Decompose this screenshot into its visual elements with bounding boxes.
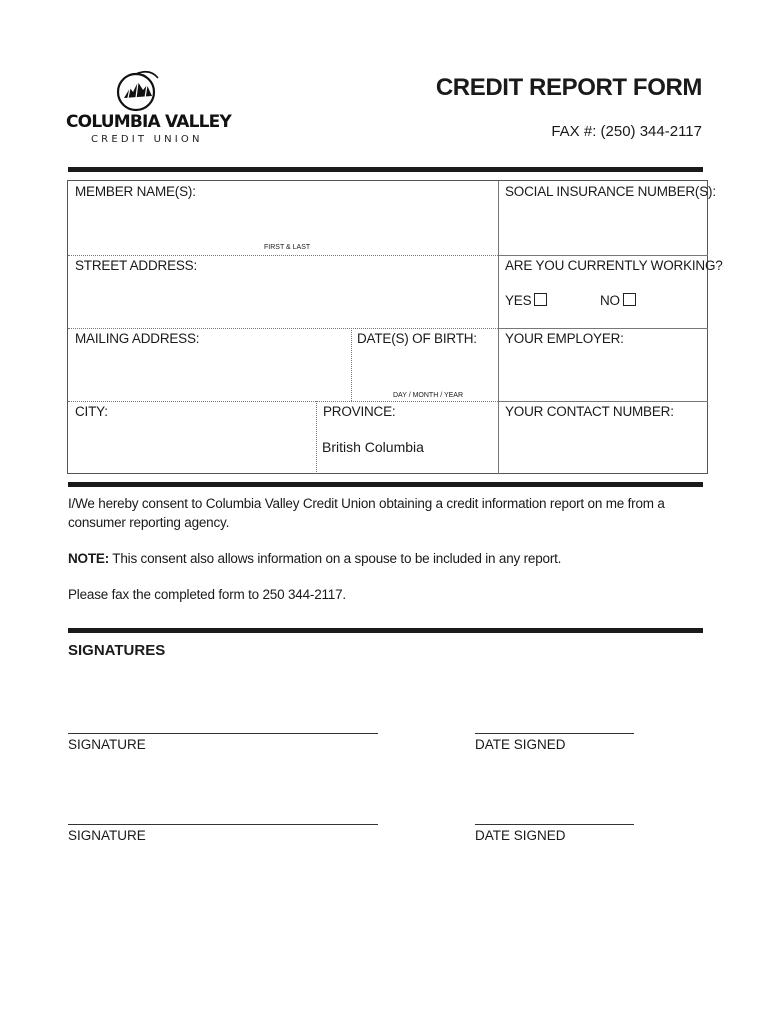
logo-subtitle: CREDIT UNION bbox=[91, 134, 203, 145]
city-field[interactable] bbox=[68, 401, 316, 474]
no-checkbox[interactable] bbox=[623, 293, 636, 306]
signature-label: SIGNATURE bbox=[68, 828, 146, 843]
province-label: PROVINCE: bbox=[323, 404, 396, 419]
sin-label: SOCIAL INSURANCE NUMBER(S): bbox=[505, 184, 716, 199]
dob-label: DATE(S) OF BIRTH: bbox=[357, 331, 477, 346]
date-signed-label: DATE SIGNED bbox=[475, 828, 566, 843]
member-name-label: MEMBER NAME(S): bbox=[75, 184, 196, 199]
province-value[interactable]: British Columbia bbox=[322, 439, 424, 455]
dob-hint: DAY / MONTH / YEAR bbox=[393, 392, 464, 399]
date-signed-line[interactable] bbox=[475, 824, 634, 825]
street-address-label: STREET ADDRESS: bbox=[75, 258, 198, 273]
employer-field[interactable] bbox=[498, 328, 708, 401]
member-name-field[interactable] bbox=[68, 181, 498, 255]
fax-instruction: Please fax the completed form to 250 344-2117. bbox=[68, 587, 346, 602]
yes-option[interactable] bbox=[505, 293, 547, 308]
header-divider bbox=[68, 167, 703, 172]
page-title: CREDIT REPORT FORM bbox=[435, 74, 702, 101]
form-divider bbox=[68, 482, 703, 487]
dob-field[interactable] bbox=[351, 328, 498, 401]
city-label: CITY: bbox=[75, 404, 108, 419]
yes-checkbox[interactable] bbox=[534, 293, 547, 306]
date-signed-line[interactable] bbox=[475, 733, 634, 734]
member-name-hint: FIRST & LAST bbox=[264, 244, 311, 251]
consent-text: I/We hereby consent to Columbia Valley Credit Union obtaining a credit information report on me from a consumer reporting agency. bbox=[68, 496, 665, 530]
applicant-form bbox=[67, 180, 723, 474]
note-paragraph bbox=[68, 549, 698, 568]
mailing-address-label: MAILING ADDRESS: bbox=[75, 331, 200, 346]
sin-field[interactable] bbox=[498, 181, 716, 255]
signature-label: SIGNATURE bbox=[68, 737, 146, 752]
street-address-field[interactable] bbox=[68, 255, 498, 328]
contact-number-label: YOUR CONTACT NUMBER: bbox=[505, 404, 674, 419]
note-label: NOTE: bbox=[68, 551, 109, 566]
fax-number: FAX #: (250) 344-2117 bbox=[551, 123, 702, 140]
signatures-divider bbox=[68, 628, 703, 633]
yes-label: YES bbox=[505, 293, 532, 308]
no-label: NO bbox=[600, 293, 620, 308]
mailing-address-field[interactable] bbox=[68, 328, 351, 401]
contact-number-field[interactable] bbox=[498, 401, 708, 474]
no-option[interactable] bbox=[600, 293, 636, 308]
province-field[interactable] bbox=[316, 401, 498, 474]
logo-name: COLUMBIA VALLEY bbox=[66, 112, 231, 132]
credit-union-logo bbox=[66, 68, 231, 148]
signature-line[interactable] bbox=[68, 824, 378, 825]
mountain-logo-icon bbox=[116, 68, 160, 114]
employer-label: YOUR EMPLOYER: bbox=[505, 331, 624, 346]
note-text: This consent also allows information on a spouse to be included in any report. bbox=[109, 551, 562, 566]
signature-line[interactable] bbox=[68, 733, 378, 734]
signatures-heading: SIGNATURES bbox=[68, 642, 166, 659]
working-question bbox=[498, 255, 723, 328]
working-label: ARE YOU CURRENTLY WORKING? bbox=[505, 258, 723, 273]
date-signed-label: DATE SIGNED bbox=[475, 737, 566, 752]
